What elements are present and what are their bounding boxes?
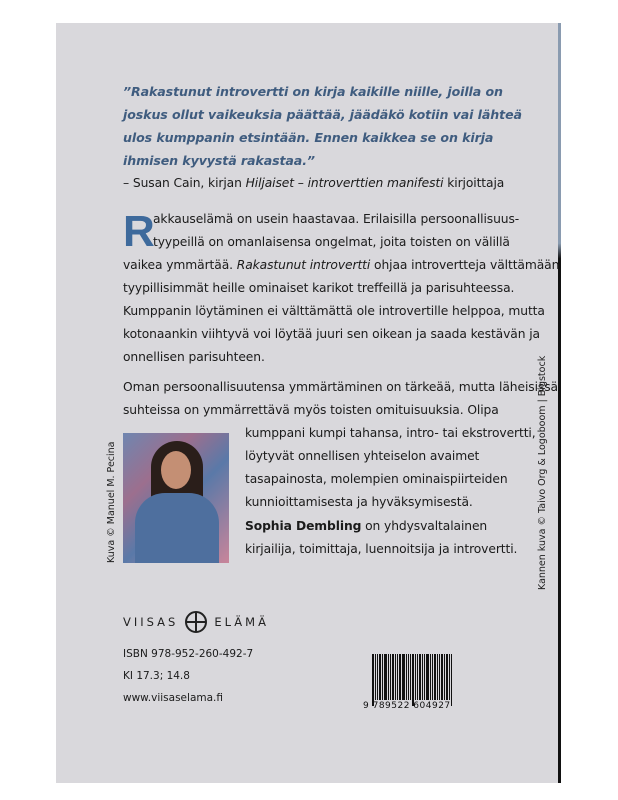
attribution-suffix: kirjoittaja — [443, 176, 505, 190]
barcode-bar — [402, 654, 405, 700]
barcode-bar — [439, 654, 440, 700]
attribution-book-title: Hiljaiset – introverttien manifesti — [245, 176, 444, 190]
barcode-bar — [430, 654, 431, 700]
text-segment: vaikea ymmärtää. — [123, 258, 237, 272]
barcode-bar — [388, 654, 389, 700]
barcode-bar — [408, 654, 409, 700]
quote-line: ihmisen kyvystä rakastaa.” — [123, 153, 315, 168]
barcode-bar — [426, 654, 429, 700]
text-segment: ohjaa introvertteja välttämään — [370, 258, 560, 272]
barcode-bar — [434, 654, 436, 700]
text-line: kunnioittamisesta ja hyväksymisestä. — [245, 495, 473, 509]
photo-credit: Kuva © Manuel M. Pecina — [106, 441, 117, 563]
text-line: suhteissa on ymmärrettävä myös toisten omituisuuksia. Olipa — [123, 403, 499, 417]
barcode-bar — [395, 654, 396, 700]
text-line: akkauselämä on usein haastavaa. Erilaisilla persoonallisuus- — [153, 212, 520, 226]
barcode-bar — [432, 654, 433, 700]
barcode-bar — [415, 654, 416, 700]
text-line: tasapainosta, molempien ominaispiirteiden — [245, 472, 508, 486]
barcode-bar — [449, 654, 450, 700]
text-line: onnellisen parisuhteen. — [123, 350, 265, 364]
barcode-bar — [372, 654, 374, 706]
text-line — [245, 515, 565, 538]
barcode-bar — [412, 654, 414, 706]
barcode-bar — [397, 654, 398, 700]
publisher-logo — [123, 611, 269, 633]
book-title: Rakastunut introvertti — [236, 258, 371, 272]
author-bio — [245, 515, 565, 561]
quote-line: joskus ollut vaikeuksia päättää, jäädäkö kotiin vai lähteä — [123, 107, 522, 122]
cover-credit: Kannen kuva © Taivo Org & Logoboom | Bigstock — [537, 355, 548, 590]
photo-face — [161, 451, 191, 489]
text-line: Kumppanin löytäminen ei välttämättä ole introvertille helppoa, mutta — [123, 304, 545, 318]
text-line: kirjailija, toimittaja, luennoitsija ja introvertti. — [245, 542, 518, 556]
quote-attribution — [123, 172, 553, 195]
barcode-bar — [406, 654, 407, 700]
drop-cap: R — [123, 207, 155, 256]
text-line: tyypillisimmät heille ominaiset karikot treffeillä ja parisuhteessa. — [123, 281, 515, 295]
barcode-bar — [441, 654, 443, 700]
quote-line: ulos kumppanin etsintään. Ennen kaikkea se on kirja — [123, 130, 494, 145]
author-name: Sophia Dembling — [245, 519, 362, 533]
barcode-bar — [382, 654, 383, 700]
barcode-bar — [390, 654, 391, 700]
barcode-bar — [379, 654, 381, 700]
barcode-bar — [419, 654, 421, 700]
text-line: löytyvät onnellisen yhteiselon avaimet — [245, 449, 480, 463]
publisher-name-right: ELÄMÄ — [214, 615, 269, 629]
barcode-bar — [410, 654, 411, 700]
barcode-bar — [375, 654, 376, 700]
text-line — [123, 254, 560, 277]
barcode — [372, 654, 458, 702]
text-line: kumppani kumpi tahansa, intro- tai ekstrovertti, — [245, 426, 536, 440]
quote-line: ”Rakastunut introvertti on kirja kaikille niille, joilla on — [123, 84, 503, 99]
text-line: Oman persoonallisuutensa ymmärtäminen on tärkeää, mutta läheisissä — [123, 380, 558, 394]
text-segment: on yhdysvaltalainen — [361, 519, 488, 533]
barcode-bar — [451, 654, 452, 706]
barcode-bar — [384, 654, 387, 700]
barcode-bar — [437, 654, 438, 700]
author-photo — [123, 433, 229, 563]
description-paragraph-2-continued — [245, 422, 565, 514]
barcode-bar — [422, 654, 423, 700]
publisher-name-left: VIISAS — [123, 615, 179, 629]
barcode-bar — [444, 654, 445, 700]
barcode-bar — [392, 654, 394, 700]
classification: KI 17.3; 14.8 — [123, 670, 190, 682]
barcode-bar — [446, 654, 448, 700]
barcode-bar — [399, 654, 401, 700]
description-paragraph-1 — [123, 208, 560, 369]
text-line: kotonaankin viihtyvä voi löytää juuri sen oikean ja saada kestävän ja — [123, 327, 540, 341]
text-line: tyypeillä on omanlaisensa ongelmat, joita toisten on välillä — [153, 235, 510, 249]
description-paragraph-2 — [123, 376, 563, 422]
barcode-bar — [424, 654, 425, 700]
publisher-website: www.viisaselama.fi — [123, 692, 223, 704]
attribution-prefix: – Susan Cain, kirjan — [123, 176, 246, 190]
publisher-emblem-icon — [185, 611, 207, 633]
barcode-bar — [417, 654, 418, 700]
blurb-quote — [123, 80, 543, 172]
photo-shirt — [135, 493, 219, 563]
isbn: ISBN 978-952-260-492-7 — [123, 648, 254, 660]
barcode-bar — [377, 654, 378, 700]
barcode-number: 9 789522 604927 — [363, 701, 451, 711]
